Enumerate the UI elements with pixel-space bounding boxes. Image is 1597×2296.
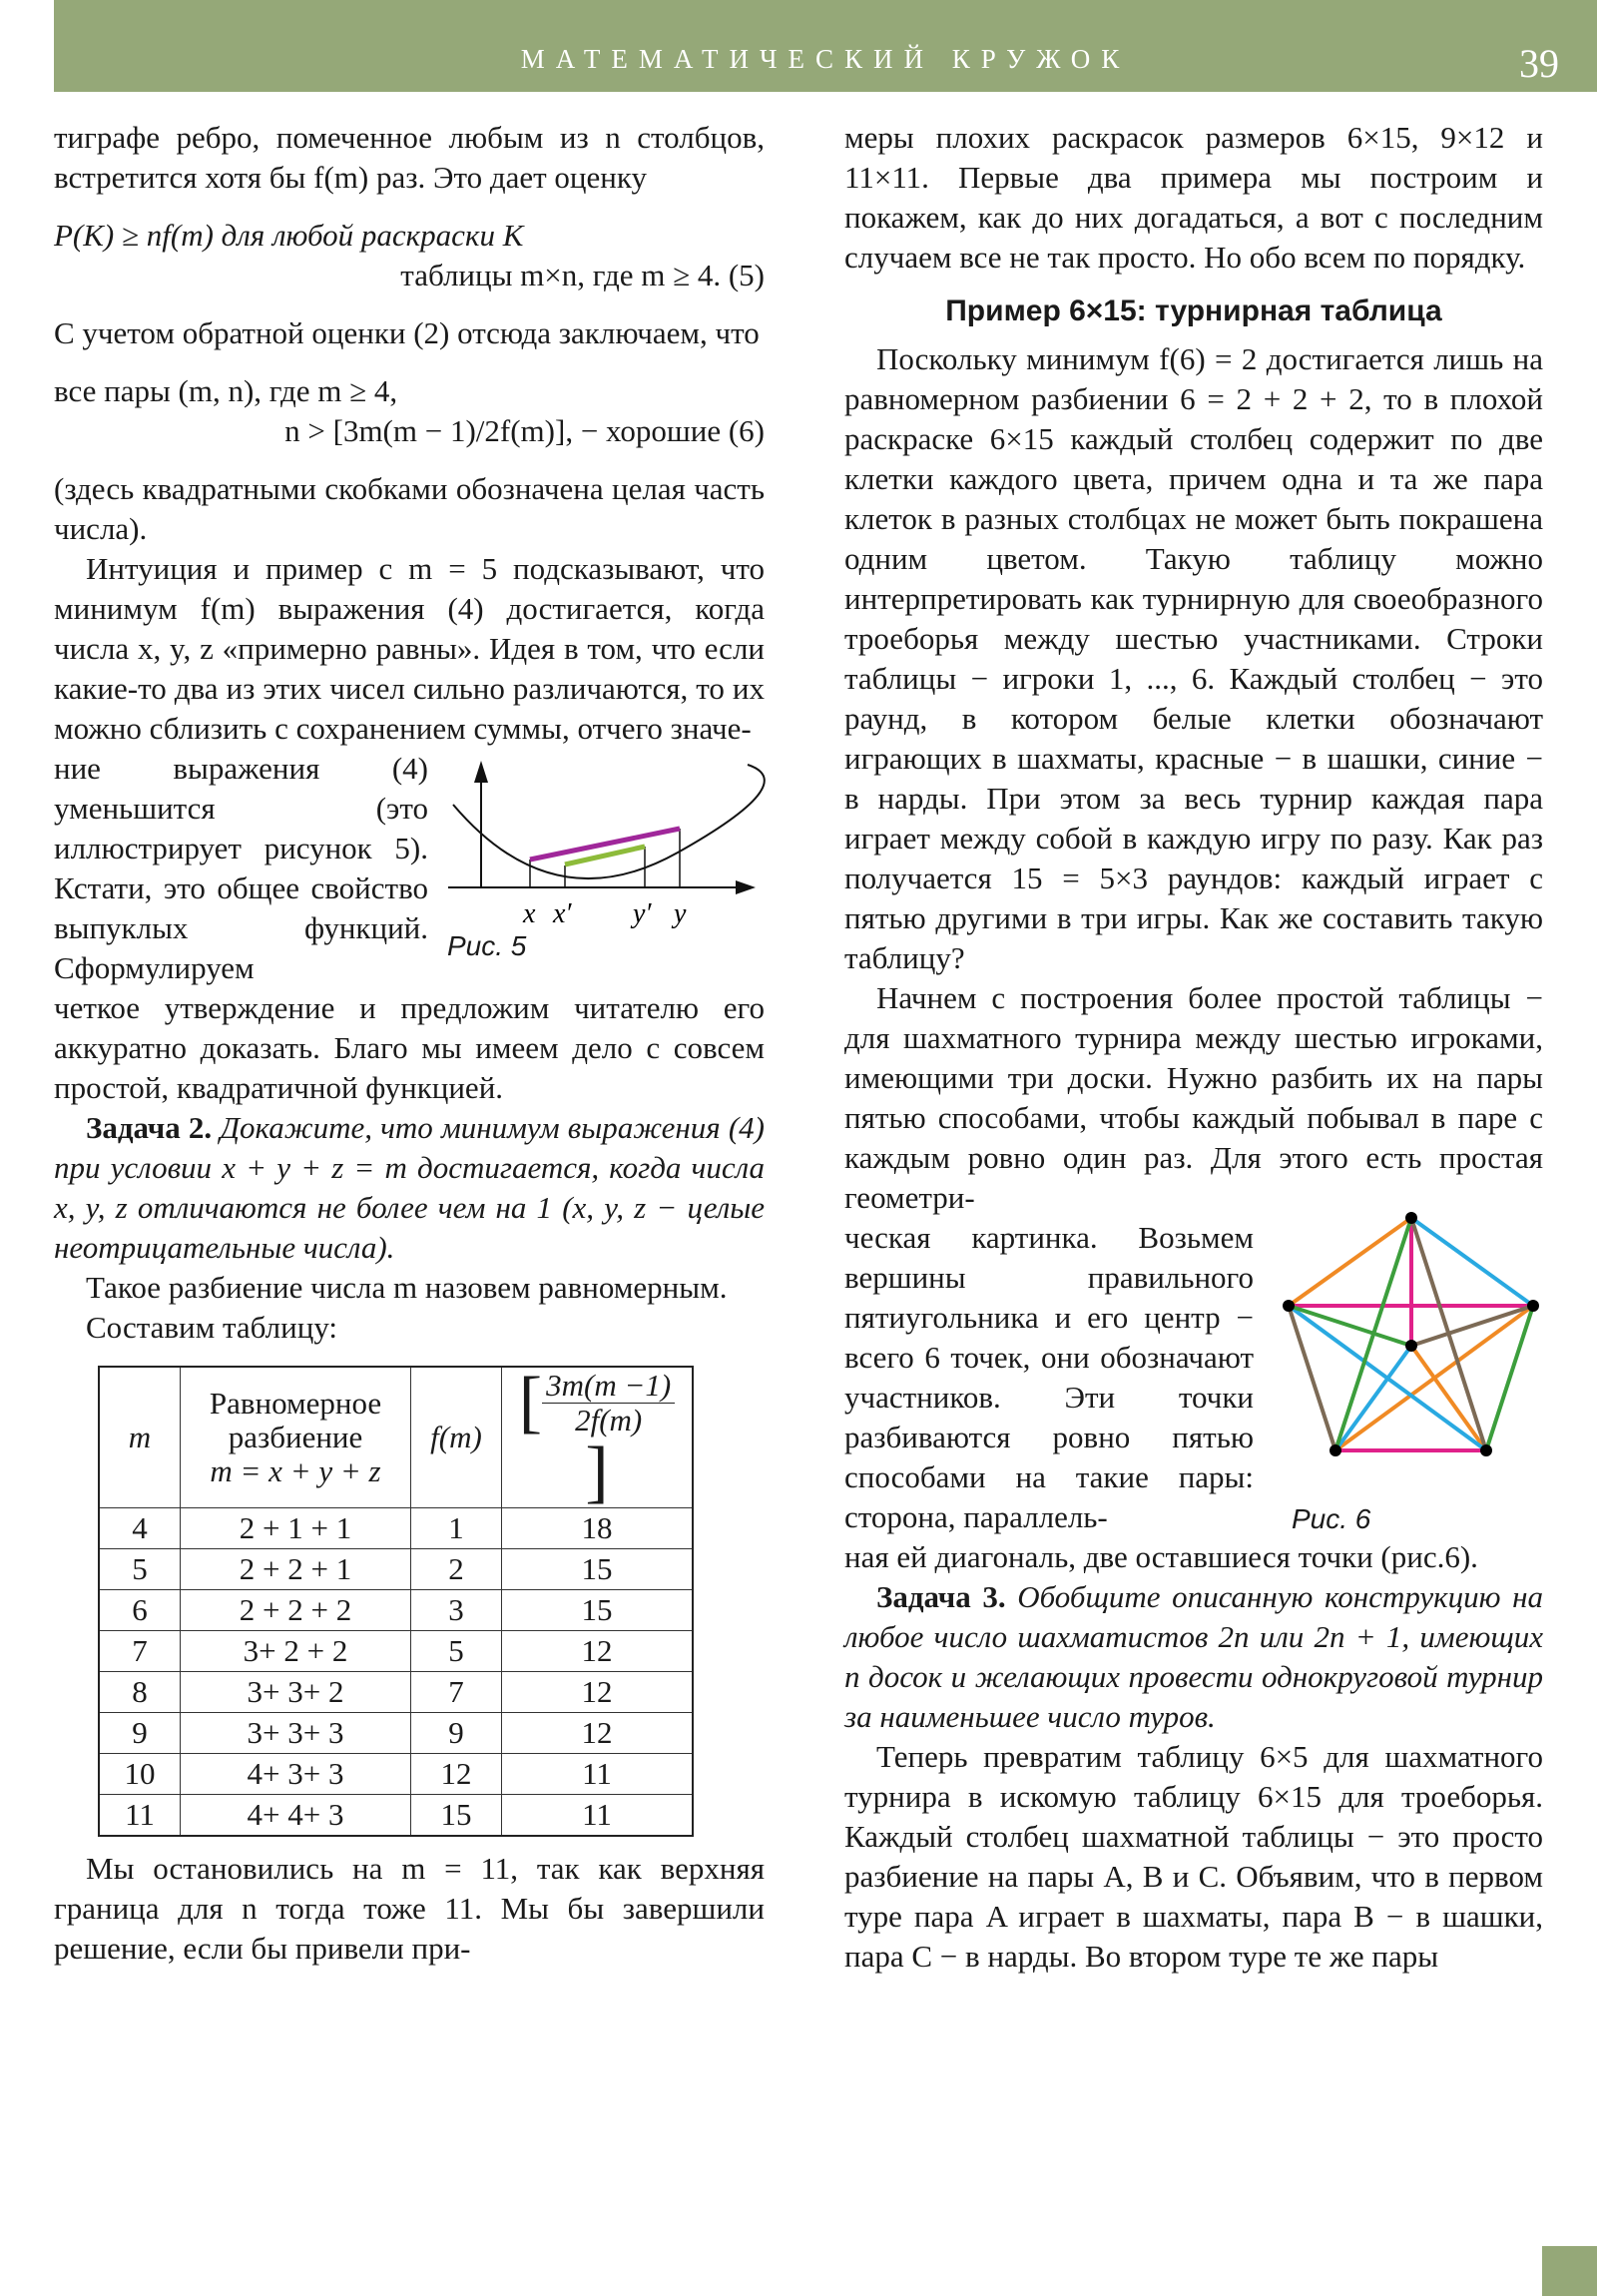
header-partition-line-3: m = x + y + z [210, 1453, 381, 1488]
paragraph: С учетом обратной оценки (2) отсюда заключаем, что [54, 315, 760, 350]
header-bound-denominator: 2f(m) [575, 1402, 643, 1437]
paragraph: Мы остановились на m = 11, так как верхняя граница для n тогда тоже 11. Мы бы завершили решение, если бы привели при- [54, 1851, 765, 1966]
header-bound: [ $\frac{3m(m -1)}{2f(m)}$ ] [502, 1367, 694, 1508]
section-subheading: Пример 6×15: турнирная таблица [945, 294, 1442, 327]
table-row: 11 4+ 4+ 3 15 11 [99, 1795, 693, 1837]
task-3-label: Задача 3. [876, 1579, 1006, 1614]
header-m: m [99, 1367, 181, 1508]
table-header-row [99, 1367, 693, 1508]
table-row: 7 3+ 2 + 2 5 12 [99, 1631, 693, 1672]
svg-text:x: x [523, 898, 536, 929]
paragraph: Такое разбиение числа m назовем равномерным. [86, 1270, 728, 1305]
header-partition-line-1: Равномерное [209, 1386, 382, 1421]
table-row: 9 3+ 3+ 3 9 12 [99, 1713, 693, 1754]
paragraph: Начнем с построения более простой таблицы − для шахматного турнира между шестью игроками, имеющими три доски. Нужно разбить их на пары пятью способами, чтобы каждый побывал в паре с каждым ровно один раз. Для этого есть простая геометри- [844, 980, 1543, 1215]
header-f: f(m) [411, 1367, 502, 1508]
figure-6-caption: Рис. 6 [1292, 1503, 1371, 1534]
figure-5-caption: Рис. 5 [447, 930, 527, 961]
task-3 [844, 1577, 1543, 1737]
formula-6-line-2: n > [3m(m − 1)/2f(m)], − хорошие (6) [284, 413, 765, 448]
paragraph: Теперь превратим таблицу 6×5 для шахматного турнира в искомую таблицу 6×15 для троеборья. Каждый столбец шахматной таблицы − это просто разбиение на пары A, B и C. Объявим, что в первом туре пара A играет в шахматы, пара B − в шашки, пара C − в нарды. Во втором туре те же пары [844, 1739, 1543, 1974]
page-header [54, 0, 1597, 92]
partition-table [98, 1366, 694, 1837]
task-2 [54, 1108, 765, 1268]
paragraph: Поскольку минимум f(6) = 2 достигается лишь на равномерном разбиении 6 = 2 + 2 + 2, то в плохой раскраске 6×15 каждый столбец содержит по две клетки каждого цвета, причем одна и та же пара клеток в разных столбцах не может быть покрашена одним цветом. Такую таблицу можно интерпретировать как турнирную для своеобразного троеборья между шестью участниками. Строки таблицы − игроки 1, ..., 6. Каждый столбец − это раунд, в котором белые клетки обозначают играющих в шахматы, красные − в шашки, синие − в нарды. При этом за весь турнир каждая пара играет между собой в каждую игру по разу. Как раз получается 15 = 5×3 раундов: каждый играет с пятью другими в три игры. Как же составить такую таблицу? [844, 341, 1543, 975]
paragraph-wrapped: ние выражения (4) уменьшится (это иллюстрирует рисунок 5). Кстати, это общее свойство выпуклых функций. Сформулируем [54, 751, 428, 985]
table-row: 4 2 + 1 + 1 1 18 [99, 1508, 693, 1549]
svg-text:y′: y′ [633, 898, 652, 929]
paragraph: четкое утверждение и предложим читателю его аккуратно доказать. Благо мы имеем дело с совсем простой, квадратичной функцией. [54, 990, 765, 1105]
paragraph: ная ей диагональ, две оставшиеся точки (рис.6). [844, 1539, 1478, 1574]
table-row: 8 3+ 3+ 2 7 12 [99, 1672, 693, 1713]
task-3-text: Обобщите описанную конструкцию на любое число шахматистов 2n или 2n + 1, имеющих n досок и желающих провести однокруговой турнир за наименьшее число туров. [844, 1579, 1543, 1734]
page-corner-decoration [1542, 2246, 1597, 2296]
right-column [844, 118, 1543, 1977]
header-partition [181, 1367, 411, 1508]
section-title: МАТЕМАТИЧЕСКИЙ КРУЖОК [520, 44, 1131, 74]
header-partition-line-2: разбиение [228, 1420, 363, 1454]
page-number: 39 [1519, 41, 1559, 86]
formula-6-line-1: все пары (m, n), где m ≥ 4, [54, 373, 398, 408]
formula-5 [54, 216, 765, 295]
paragraph: Составим таблицу: [86, 1310, 338, 1345]
table-row: 5 2 + 2 + 1 2 15 [99, 1549, 693, 1590]
svg-text:y: y [674, 898, 687, 929]
paragraph: тиграфе ребро, помеченное любым из n столбцов, встретится хотя бы f(m) раз. Это дает оценку [54, 120, 765, 195]
figure-5-block [54, 749, 765, 988]
header-bound-numerator: 3m(m −1) [542, 1369, 675, 1404]
formula-5-line-1: P(K) ≥ nf(m) для любой раскраски K [54, 218, 524, 253]
formula-6 [54, 371, 765, 451]
formula-5-line-2: таблицы m×n, где m ≥ 4. (5) [400, 258, 765, 292]
svg-text:x′: x′ [553, 898, 572, 929]
table-row: 6 2 + 2 + 2 3 15 [99, 1590, 693, 1631]
figure-6-block [844, 1218, 1543, 1537]
task-2-label: Задача 2. [86, 1110, 213, 1145]
paragraph: (здесь квадратными скобками обозначена целая часть числа). [54, 471, 765, 546]
table-row: 10 4+ 3+ 3 12 11 [99, 1754, 693, 1795]
task-2-text: Докажите, что минимум выражения (4) при условии x + y + z = m достигается, когда числа x, y, z отличаются не более чем на 1 (x, y, z − целые неотрицательные числа). [54, 1110, 765, 1265]
figure-6-pentagon-pairings [1269, 1198, 1558, 1507]
paragraph-wrapped: ческая картинка. Возьмем вершины правильного пятиугольника и его центр − всего 6 точек, они обозначают участников. Эти точки разбиваются ровно пятью способами на такие пары: сторона, параллель- [844, 1220, 1254, 1534]
paragraph: Интуиция и пример с m = 5 подсказывают, что минимум f(m) выражения (4) достигается, когда числа x, y, z «примерно равны». Идея в том, что если какие-то два из этих чисел сильно различаются, то их можно сблизить с сохранением суммы, отчего значе- [54, 551, 765, 746]
left-column [54, 118, 765, 1969]
paragraph: меры плохих раскрасок размеров 6×15, 9×12 и 11×11. Первые два примера мы построим и покажем, как до них догадаться, а вот с последним случаем все не так просто. Но обо всем по порядку. [844, 120, 1543, 275]
